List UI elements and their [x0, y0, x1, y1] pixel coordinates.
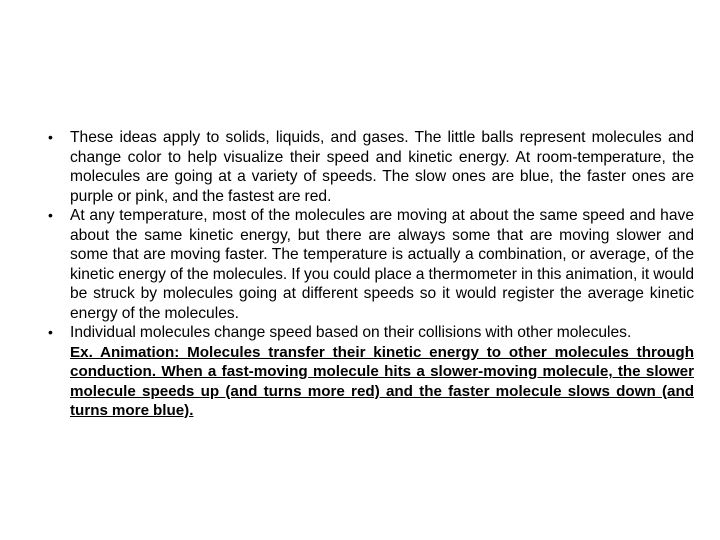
slide-body — [48, 128, 694, 421]
example-note: Ex. Animation: Molecules transfer their kinetic energy to other molecules through conduction. When a fast-moving molecule hits a slower-moving molecule, the slower molecule speeds up (and turns more red) and the faster molecule slows down (and turns more blue). — [70, 343, 694, 419]
bullet-icon: • — [48, 129, 53, 145]
bullet-list — [48, 128, 694, 421]
bullet-text-1: These ideas apply to solids, liquids, and gases. The little balls represent molecules and change color to help visualize their speed and kinetic energy. At room-temperature, the molecules are going at a variety of speeds. The slow ones are blue, the faster ones are purple or pink, and the fastest are red. — [70, 129, 694, 205]
bullet-item-1 — [48, 128, 694, 206]
bullet-icon: • — [48, 324, 53, 340]
bullet-icon: • — [48, 207, 53, 223]
bullet-text-2: At any temperature, most of the molecules are moving at about the same speed and have about the same kinetic energy, but there are always some that are moving slower and some that are moving faster. The temperature is actually a combination, or average, of the kinetic energy of the molecules. If you could place a thermometer in this animation, it would be struck by molecules going at different speeds so it would register the average kinetic energy of the molecules. — [70, 207, 694, 322]
bullet-item-3 — [48, 323, 694, 421]
bullet-item-2 — [48, 206, 694, 323]
bullet-text-3: Individual molecules change speed based on their collisions with other molecules. — [70, 324, 632, 341]
